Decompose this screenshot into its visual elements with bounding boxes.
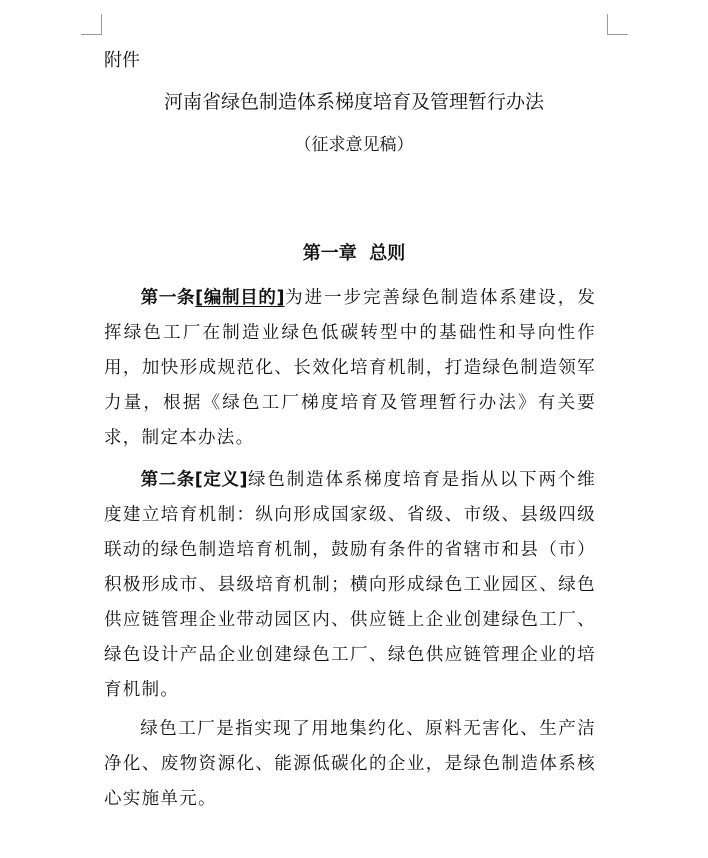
chapter-heading: 第一章 总则 — [302, 243, 406, 264]
article-2-paragraph — [104, 463, 596, 708]
article-2-text: 绿色制造体系梯度培育是指从以下两个维度建立培育机制：纵向形成国家级、省级、市级、县级四级联动的绿色制造培育机制，鼓励有条件的省辖市和县（市）积极形成市、县级培育机制；横向形成绿色工业园区、绿色供应链管理企业带动园区内、供应链上企业创建绿色工厂、绿色设计产品企业创建绿色工厂、绿色供应链管理企业的培育机制。 — [104, 470, 596, 700]
crop-mark-top-right — [607, 14, 628, 35]
article-1-paragraph — [104, 281, 596, 456]
document-subtitle: （征求意见稿） — [294, 135, 414, 155]
attachment-label: 附件 — [104, 50, 140, 71]
definition-text: 绿色工厂是指实现了用地集约化、原料无害化、生产洁净化、废物资源化、能源低碳化的企业，是绿色制造体系核心实施单元。 — [104, 719, 596, 809]
document-title: 河南省绿色制造体系梯度培育及管理暂行办法 — [163, 91, 544, 113]
article-1-tag: [编制目的] — [195, 288, 285, 308]
article-2-tag: [定义] — [194, 470, 248, 490]
crop-mark-top-left — [81, 14, 102, 35]
article-1-text: 为进一步完善绿色制造体系建设，发挥绿色工厂在制造业绿色低碳转型中的基础性和导向性作用，加快形成规范化、长效化培育机制，打造绿色制造领军力量，根据《绿色工厂梯度培育及管理暂行办法》有关要求，制定本办法。 — [104, 288, 596, 448]
definition-paragraph — [104, 712, 596, 817]
article-2-number: 第二条 — [140, 470, 195, 490]
article-1-number: 第一条 — [140, 288, 196, 308]
